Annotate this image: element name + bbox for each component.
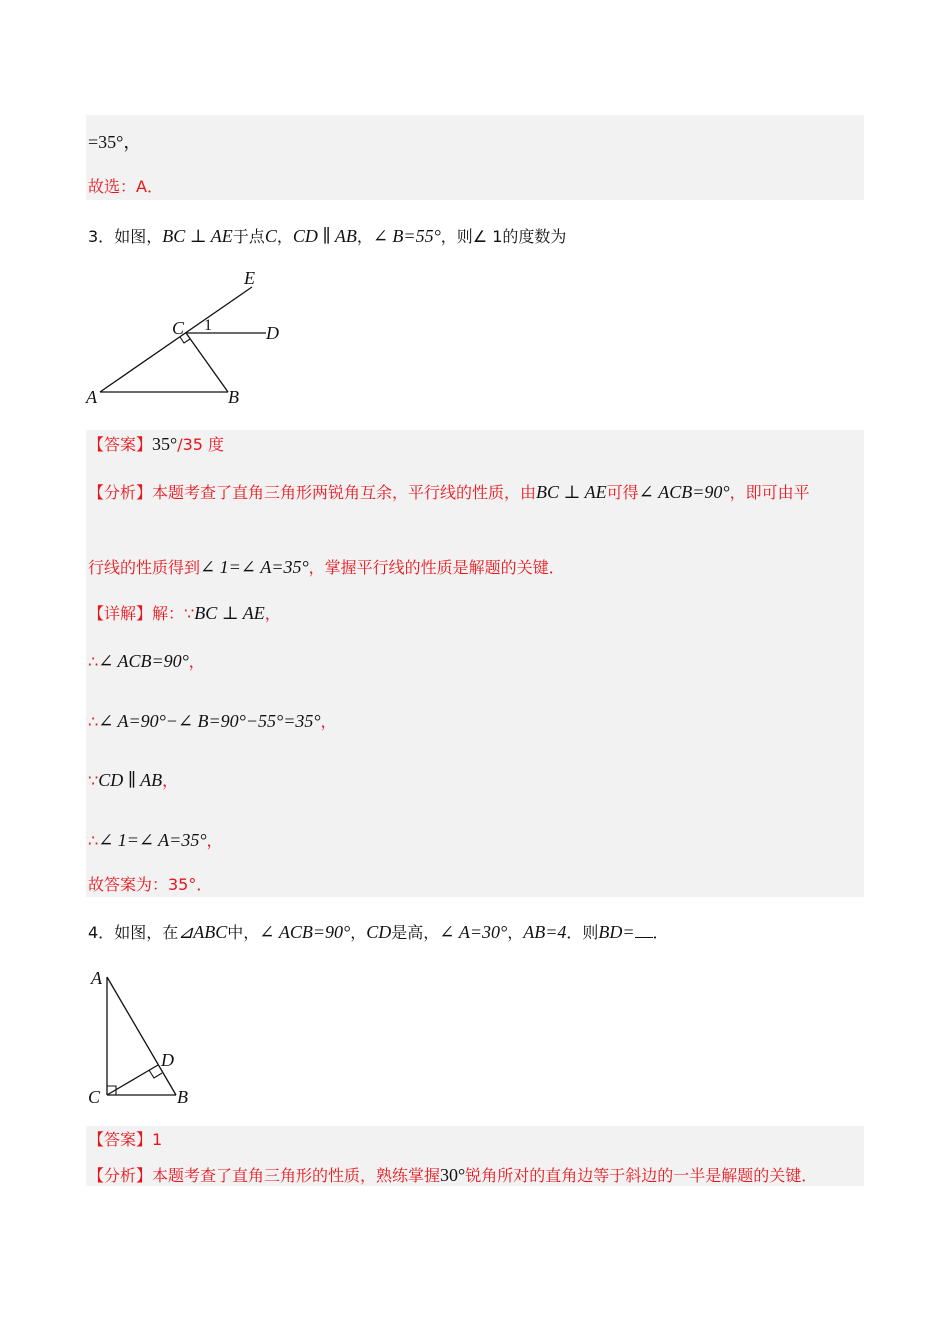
q4-triangle: ⊿ABC bbox=[178, 922, 228, 942]
q3-analysis-p2: 可得 bbox=[606, 483, 639, 502]
q3-analysis-p3: ，即可由平 bbox=[729, 483, 810, 502]
q3-step2-c: ， bbox=[320, 712, 337, 731]
q3-step4-c: ， bbox=[206, 831, 223, 850]
q3-analysis-e3: ∠ 1=∠ A=35° bbox=[200, 557, 309, 577]
q4-analysis-p1: 本题考查了直角三角形的性质，熟练掌握 bbox=[152, 1166, 441, 1185]
q3-at-point: 于点 bbox=[232, 227, 265, 246]
q3-final-text: 故答案为：35°． bbox=[88, 875, 213, 894]
q4-analysis bbox=[88, 1163, 817, 1188]
q3-step3-sym: ∵ bbox=[88, 771, 99, 790]
q4-question bbox=[88, 920, 669, 945]
q3-detail-e1: BC ⊥ AE bbox=[194, 603, 265, 623]
q2-line1 bbox=[88, 130, 141, 155]
q4-label-b: B bbox=[177, 1087, 188, 1107]
q3-step4-sym: ∴ bbox=[88, 831, 99, 850]
q3-analysis-e1: BC ⊥ AE bbox=[536, 482, 607, 502]
q3-step2-sym: ∴ bbox=[88, 712, 99, 731]
q3-step2 bbox=[88, 709, 337, 734]
q3-label-1: 1 bbox=[204, 317, 212, 334]
q4-label-a: A bbox=[91, 968, 102, 988]
q4-analysis-e1: 30° bbox=[440, 1165, 466, 1185]
q4-line-cd bbox=[107, 1065, 158, 1095]
q3-label-a: A bbox=[86, 387, 97, 407]
q3-detail-line bbox=[88, 601, 281, 626]
q2-conclusion bbox=[88, 175, 163, 199]
q3-analysis-tag: 【分析】 bbox=[88, 483, 153, 502]
q4-right-angle-d bbox=[149, 1070, 162, 1078]
q3-step1-c: ， bbox=[188, 652, 205, 671]
q4-end: ． bbox=[652, 923, 669, 942]
q4-intro: 如图，在 bbox=[114, 923, 179, 942]
q2-conclusion-text: 故选：A． bbox=[88, 177, 163, 196]
q3-analysis-p4: 行线的性质得到 bbox=[88, 558, 201, 577]
q3-line-ae bbox=[100, 287, 252, 392]
q4-analysis-p2: 锐角所对的直角边等于斜边的一半是解题的关键． bbox=[465, 1166, 818, 1185]
q3-label-d: D bbox=[266, 323, 279, 343]
q3-comma1: ， bbox=[276, 227, 293, 246]
q4-ab: AB=4 bbox=[523, 922, 567, 942]
q4-c1: ， bbox=[350, 923, 367, 942]
q4-number: 4． bbox=[88, 923, 115, 942]
q3-comma2: ， bbox=[356, 227, 373, 246]
q3-step1 bbox=[88, 649, 205, 674]
q3-question bbox=[88, 224, 566, 249]
q3-number: 3． bbox=[88, 227, 115, 246]
q3-figure bbox=[80, 262, 310, 412]
q2-solution-block bbox=[86, 115, 864, 200]
q4-answer-blank bbox=[635, 923, 653, 938]
q3-line-cb bbox=[186, 333, 228, 392]
q4-answer bbox=[88, 1128, 162, 1152]
q3-step4 bbox=[88, 828, 223, 853]
q3-analysis-line2 bbox=[88, 555, 565, 580]
q3-analysis-line1 bbox=[88, 480, 810, 505]
q3-parallel-expr: CD ∥ AB bbox=[292, 226, 357, 246]
q4-label-d: D bbox=[161, 1050, 174, 1070]
q4-cd: CD bbox=[366, 922, 392, 942]
q3-detail-intro: 解：∵ bbox=[152, 604, 195, 623]
q3-label-c: C bbox=[172, 318, 185, 338]
q4-angle-a: ∠ A=30° bbox=[439, 922, 508, 942]
q4-figure bbox=[80, 962, 220, 1112]
q3-step3-expr: CD ∥ AB bbox=[98, 770, 163, 790]
q3-detail-tag: 【详解】 bbox=[88, 604, 153, 623]
q3-step1-expr: ∠ ACB=90° bbox=[98, 651, 189, 671]
q4-c2: ， bbox=[507, 923, 524, 942]
q2-expr: =35°， bbox=[88, 132, 142, 152]
q3-answer-alt: /35 度 bbox=[177, 435, 225, 454]
q3-label-e: E bbox=[244, 268, 255, 288]
q3-point-c: C bbox=[264, 226, 277, 246]
q4-mid: 中， bbox=[227, 923, 260, 942]
q3-angle-b: ∠ B=55° bbox=[372, 226, 441, 246]
q4-analysis-tag: 【分析】 bbox=[88, 1166, 153, 1185]
q4-bd: BD= bbox=[598, 922, 635, 942]
q3-answer bbox=[88, 432, 224, 457]
q3-analysis-p1: 本题考查了直角三角形两锐角互余，平行线的性质，由 bbox=[152, 483, 537, 502]
q3-step3 bbox=[88, 768, 178, 793]
q3-final bbox=[88, 873, 212, 897]
q4-answer-tag: 【答案】 bbox=[88, 1130, 153, 1149]
q3-step1-sym: ∴ bbox=[88, 652, 99, 671]
q4-answer-value: 1 bbox=[152, 1130, 163, 1149]
q3-perp-expr: BC ⊥ AE bbox=[162, 226, 233, 246]
q3-answer-tag: 【答案】 bbox=[88, 435, 153, 454]
q3-intro: 如图， bbox=[114, 227, 163, 246]
q3-step3-c: ， bbox=[162, 771, 179, 790]
q4-label-c: C bbox=[88, 1087, 101, 1107]
q3-step4-expr: ∠ 1=∠ A=35° bbox=[98, 830, 207, 850]
q3-analysis-p5: ，掌握平行线的性质是解题的关键． bbox=[308, 558, 565, 577]
q4-then: ．则 bbox=[566, 923, 599, 942]
q4-is-height: 是高， bbox=[391, 923, 440, 942]
q3-label-b: B bbox=[228, 387, 239, 407]
q3-step2-expr: ∠ A=90°−∠ B=90°−55°=35° bbox=[98, 711, 321, 731]
q4-line-ab bbox=[107, 977, 176, 1095]
q3-analysis-e2: ∠ ACB=90° bbox=[638, 482, 730, 502]
q3-answer-value: 35° bbox=[152, 434, 178, 454]
q3-ask: ，则∠ 1的度数为 bbox=[440, 227, 567, 246]
q3-detail-c1: ， bbox=[264, 604, 281, 623]
q4-angle-acb: ∠ ACB=90° bbox=[259, 922, 351, 942]
